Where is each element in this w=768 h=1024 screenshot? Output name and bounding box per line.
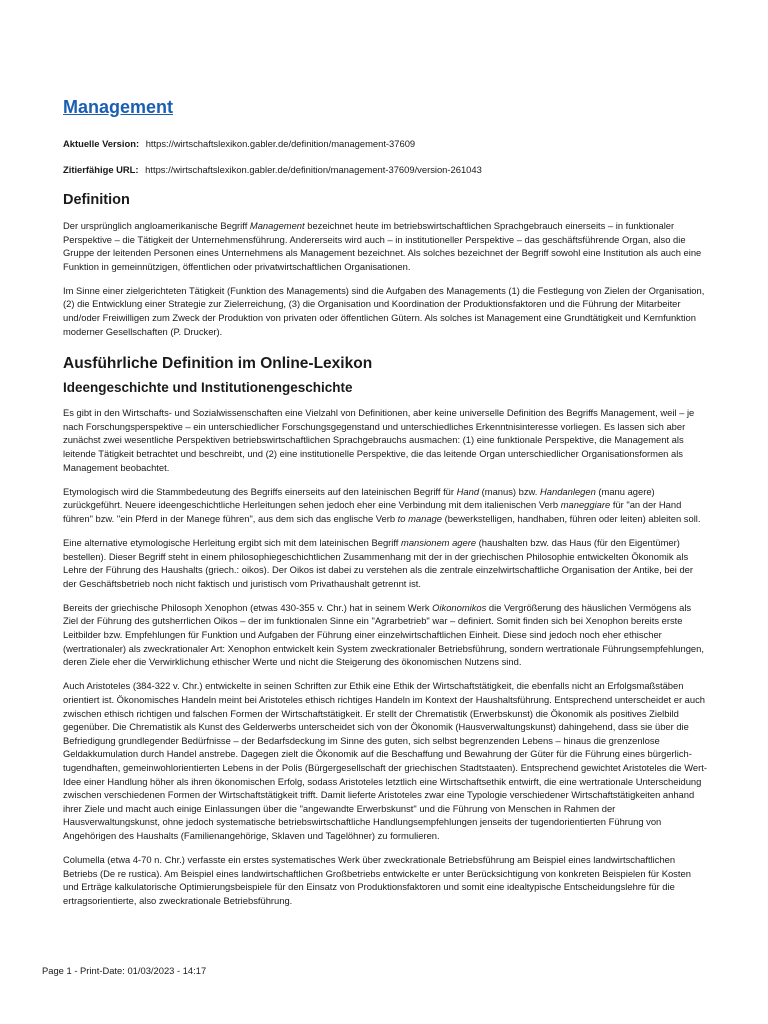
current-version-row: [63, 138, 708, 150]
citable-url-row: [63, 164, 708, 176]
emphasis: Hand: [456, 485, 480, 497]
emphasis: to manage: [397, 512, 442, 524]
text-span: Bereits der griechische Philosoph Xenophon (etwas 430-355 v. Chr.) hat in seinem Werk: [63, 601, 433, 613]
document-page: [63, 92, 708, 918]
detail-paragraph-2: [63, 485, 708, 526]
citable-url[interactable]: https://wirtschaftslexikon.gabler.de/definition/management-37609/version-261043: [145, 164, 482, 175]
emphasis: mansionem agere: [401, 537, 477, 548]
emphasis: maneggiare: [560, 499, 611, 511]
definition-paragraph-2: Im Sinne einer zielgerichteten Tätigkeit (Funktion des Managements) sind die Aufgaben des Managements (1) die Festlegung von Zielen der Organisation, (2) die Entwicklung einer Strategie zur Zielerreichung, (3) die Organisation und Koordination der Produktionsfaktoren und die Führung der Mitarbeiter und/oder Freiwilligen zum Zweck der Produktion von privaten oder öffentlichen Gütern. Als solches ist Management eine Grundtätigkeit und Kernfunktion moderner Gesellschaften (P. Drucker).: [63, 284, 705, 337]
detail-paragraph-1: Es gibt in den Wirtschafts- und Sozialwissenschaften eine Vielzahl von Definitionen, aber keine universelle Definition des Begriffs Management, weil – je nach Forschungsperspektive – ein unterschiedlicher Forschungsgegenstand und unterschiedliches Erkenntnisinteresse vorliegen. Es lassen sich aber zunächst zwei wesentliche Perspektiven betriebswirtschaftlichen Sprachgebrauchs ausmachen: (1) eine funktionale Perspektive, die Management als leitende Tätigkeit betrachtet und beschreibt, und (2) eine institutionelle Perspektive, die das leitende Organ unterschiedlicher Organisationsformen als Management beobachtet.: [63, 407, 695, 473]
detail-paragraph-5: Auch Aristoteles (384-322 v. Chr.) entwickelte in seinen Schriften zur Ethik eine Ethik der Wirtschaftstätigkeit, die ebenfalls nicht an Erfolgsmaßstäben orientiert ist. Ökonomisches Handeln meint bei Aristoteles ethisch richtiges Handeln im Kontext der Haushaltsführung. Entsprechend unterscheidet er auch zwischen ethisch richtigen und falschen Formen der Wirtschaftstätigkeit. Er stellt der Chrematistik (Erwerbskunst) die Ökonomik als positives Zielbild gegenüber. Die Chrematistik als Kunst des Gelderwerbs unterscheidet sich von der Ökonomik (Hausverwaltungskunst) dahingehend, dass sie über die Befriedigung grundlegender Bedürfnisse – der Bedarfsdeckung im Sinne des guten, sich selbst begrenzenden Lebens – hinaus die grenzenlose Geldakkumulation durch Handel anstrebe. Dagegen zielt die Ökonomik auf die Beschaffung und Bewahrung der Güter für die Führung eines bürgerlich-tugendhaften, gemeinwohlorientierten Lebens in der Polis (Bürgergesellschaft der griechischen Stadtstaaten). Entsprechend gewichtet Aristoteles die Wert-Idee einer Handlung höher als ihren ökonomischen Erfolg, sodass Aristoteles letztlich eine Wirtschaftsethik entwirft, die eine wertrationale Unterscheidung zwischen verschiedenen Formen der Wirtschaftstätigkeit trifft. Damit lieferte Aristoteles zwar eine Typologie verschiedener Wirtschaftstätigkeiten anhand ihrer Ziele und macht auch einige Einlassungen über die "angewandte Erwerbskunst" und die Führung von Menschen in Rahmen der Hausverwaltungskunst, ohne jedoch systematische betriebswirtschaftliche Handlungsempfehlungen jenseits der tugendorientierten Führung von Angehörigen des Haushalts (Familienangehörige, Sklaven und Tagelöhner) zu formulieren.: [63, 680, 707, 841]
text-span: für "an der Hand führen" bzw. "ein Pferd in der Manege führen", aus dem sich das englische Verb: [63, 499, 682, 524]
text-span: Der ursprünglich angloamerikanische Begriff: [63, 220, 250, 231]
definition-paragraph-1: [63, 219, 708, 273]
text-span: Etymologisch wird die Stammbedeutung des Begriffs einerseits auf den lateinischen Begriff für: [63, 485, 457, 497]
text-span: bezeichnet heute im betriebswirtschaftlichen Sprachgebrauch einerseits – in funktionaler Perspektive – die Tätigkeit der Unternehmensführung. Andererseits wird auch – in institutioneller Perspektive – das geschäftsführende Organ, also die Gruppe der leitenden Personen eines Unternehmens als Management bezeichnet. Als solches bezeichnet der Begriff sowohl eine Institution als auch eine Funktion in gemeinnützigen, öffentlichen oder privatwirtschaftlichen Organisationen.: [63, 220, 702, 272]
detail-paragraph-3: [63, 536, 708, 590]
current-version-url[interactable]: https://wirtschaftslexikon.gabler.de/definition/management-37609: [145, 138, 416, 149]
citable-url-label: Zitierfähige URL:: [63, 164, 139, 175]
text-span: (bewerkstelligen, handhaben, führen oder leiten) ableiten soll.: [441, 512, 701, 524]
detailed-definition-heading: Ausführliche Definition im Online-Lexikon: [63, 355, 373, 373]
emphasis: Management: [249, 220, 305, 231]
text-span: (manus) bzw.: [479, 485, 541, 497]
text-span: (manu agere) zurückgeführt. Neuere ideengeschichtliche Herleitungen sehen jedoch eher eine Verbindung mit dem italienischen Verb: [63, 485, 655, 511]
page-title-link[interactable]: Management: [63, 97, 174, 117]
emphasis: Oikonomikos: [432, 601, 487, 613]
detail-paragraph-6: Columella (etwa 4-70 n. Chr.) verfasste ein erstes systematisches Werk über zweckrationale Betriebsführung am Beispiel eines landwirtschaftlichen Betriebs (De re rustica). Am Beispiel eines landwirtschaftlichen Großbetriebs entwickelte er unter Berücksichtigung von konkreten Beispielen für Kosten und Erträge kalkulatorische Optimierungsbeispiele für den Einsatz von Produktionsfaktoren und somit eine idealtypische Entscheidungslehre für die ertragsorientierte, also zweckrationale Betriebsführung.: [63, 853, 691, 906]
page-footer: Page 1 - Print-Date: 01/03/2023 - 14:17: [42, 965, 207, 976]
detail-paragraph-4: [63, 601, 708, 669]
text-span: Eine alternative etymologische Herleitung ergibt sich mit dem lateinischen Begriff: [63, 537, 402, 548]
current-version-label: Aktuelle Version:: [63, 138, 140, 149]
text-span: die Vergrößerung des häuslichen Vermögens als Ziel der Führung des gutsherrlichen Oikos – der im funktionalen Sinne ein "Agrarbetrieb" war – definiert. Somit finden sich bei Xenophon bereits erste Leitbilder bzw. Empfehlungen für Funktion und Aufgaben der Führung einer einzelwirtschaftlichen Einheit. Diese sind jedoch noch eher ethischer (wertrationaler) als zweckrationaler Art: Xenophon entwickelt kein System zweckrationaler Betriebsführung, sondern wertrationale Führungsempfehlungen, deren Ziele eher die Verwirklichung ethischer Werte und nicht die Steigerung des ökonomischen Nutzens sind.: [63, 601, 704, 668]
emphasis: Handanlegen: [540, 485, 596, 497]
text-span: (haushalten bzw. das Haus (für den Eigentümer) bestellen). Dieser Begriff steht in einem philosophiegeschichtlichen Zusammenhang mit der in der griechischen Philosophie entwickelten Ökonomik als Lehre der Führung des Haushalts (griech.: oikos). Der Oikos ist dabei zu verstehen als die zentrale einzelwirtschaftliche Organisation der Antike, bei der der Geschäftsbetrieb noch nicht faktisch und juristisch vom Privathaushalt getrennt ist.: [63, 537, 694, 589]
definition-heading: Definition: [63, 192, 130, 208]
history-subheading: Ideengeschichte und Institutionengeschichte: [63, 380, 353, 396]
